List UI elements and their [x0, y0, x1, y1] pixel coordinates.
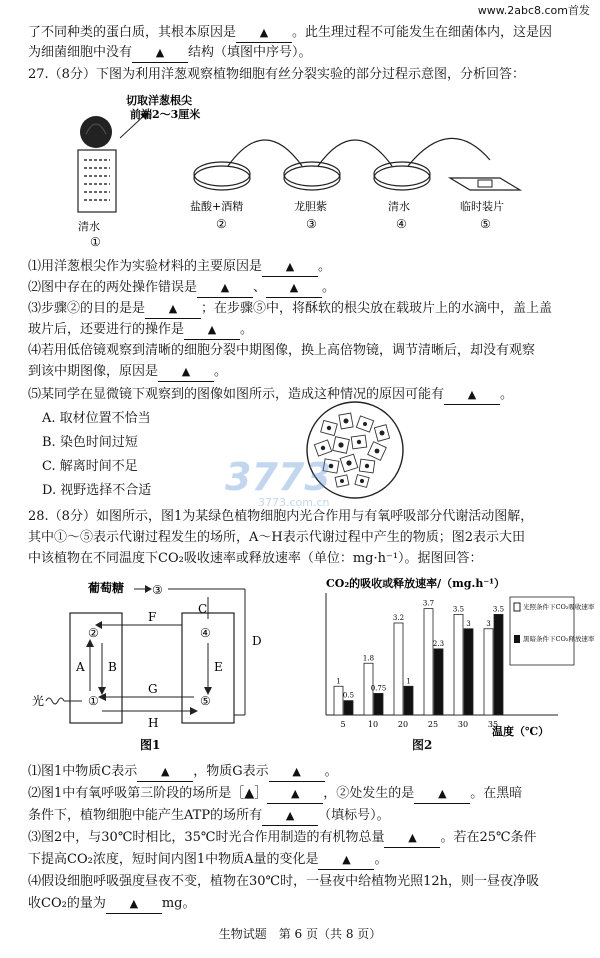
letter-a: A: [76, 660, 85, 674]
bar-light-5: [334, 686, 343, 715]
site-header: www.2abc8.com首发: [477, 4, 590, 17]
bar-dark-10: [374, 693, 383, 715]
answer-blank[interactable]: ▲: [444, 386, 500, 405]
legend: [510, 597, 595, 665]
bar-light-35: [484, 629, 493, 715]
x-tick-label: 35: [487, 720, 499, 729]
chart-title: CO₂的吸收或释放速率/（mg.h⁻¹）: [326, 577, 505, 590]
x-axis-label: 温度（℃）: [492, 725, 550, 738]
answer-blank[interactable]: ▲: [158, 363, 214, 382]
data-label: 3.2: [392, 614, 405, 622]
figure-1: [30, 575, 290, 755]
watermark-url: 3773.com.cn: [258, 496, 330, 509]
data-label: 3: [486, 619, 491, 628]
cut-note-1: 切取洋葱根尖: [126, 94, 192, 107]
label-4: 清水: [388, 200, 410, 213]
bar-dark-20: [404, 686, 413, 715]
answer-blank[interactable]: ▲: [262, 258, 318, 277]
answer-blank[interactable]: ▲: [106, 895, 162, 914]
num-2: ②: [216, 217, 227, 231]
page-footer: 生物试题 第 6 页（共 8 页）: [218, 927, 382, 941]
answer-blank[interactable]: ▲: [236, 24, 292, 43]
letter-h: H: [148, 716, 159, 730]
label-3: 龙胆紫: [294, 200, 327, 213]
site-2: ②: [88, 626, 99, 640]
q28-s2d: 条件下，植物细胞中能产生ATP的场所有 ▲ （填标号）。: [28, 807, 390, 826]
letter-d: D: [252, 634, 262, 648]
bar-dark-30: [464, 629, 473, 715]
data-label: 0.75: [370, 684, 387, 693]
glucose-label: 葡萄糖: [88, 581, 125, 595]
legend-swatch-dark: [514, 635, 520, 643]
data-label: 1: [406, 677, 411, 686]
answer-blank[interactable]: ▲: [132, 44, 188, 63]
option-a[interactable]: A. 取材位置不恰当: [42, 411, 151, 426]
num-3: ③: [306, 217, 317, 231]
answer-blank[interactable]: ▲: [267, 785, 323, 804]
answer-blank[interactable]: ▲: [269, 763, 325, 782]
bar-dark-5: [344, 701, 353, 715]
letter-g: G: [148, 682, 158, 696]
q27-s1: ⑴用洋葱根尖作为实验材料的主要原因是 ▲ 。: [28, 258, 331, 277]
bar-light-20: [394, 623, 403, 715]
fig2-caption-text: 图2: [412, 738, 433, 752]
q28-s2: ⑵图1中有氧呼吸第三阶段的场所是［▲］ ▲ ，②处发生的是 ▲ 。在黑暗: [28, 785, 522, 804]
onion-bottle: [78, 116, 116, 212]
answer-blank[interactable]: ▲: [266, 279, 322, 298]
cut-note-2: 前端2～3厘米: [130, 108, 201, 121]
data-label: 1.8: [362, 654, 375, 663]
q28-t1: 28.（8分）如图所示，图1为某绿色植物细胞内光合作用与有氧呼吸部分代谢活动图解，: [28, 509, 534, 524]
q27-s4b: 到该中期图像，原因是 ▲ 。: [28, 363, 227, 382]
answer-blank[interactable]: ▲: [197, 279, 253, 298]
answer-blank[interactable]: ▲: [137, 763, 193, 782]
bar-light-30: [454, 614, 463, 715]
option-b[interactable]: B. 染色时间过短: [42, 435, 138, 450]
x-tick-label: 25: [427, 720, 439, 729]
answer-blank[interactable]: ▲: [318, 851, 374, 870]
q27-s5: ⑸某同学在显微镜下观察到的图像如图所示，造成这种情况的原因可能有 ▲ 。: [28, 386, 513, 405]
q27-title: 27.（8分）下图为利用洋葱观察植物细胞有丝分裂实验的部分过程示意图，分析回答：: [28, 67, 525, 82]
site-4: ④: [200, 626, 211, 640]
q28-s3: ⑶图2中，与30℃时相比，35℃时光合作用制造的有机物总量 ▲ 。若在25℃条件: [28, 829, 537, 848]
answer-blank[interactable]: ▲: [384, 829, 440, 848]
q28-s1: ⑴图1中物质C表示 ▲ ，物质G表示 ▲ 。: [28, 763, 338, 782]
num-5: ⑤: [480, 217, 491, 231]
data-label: 3.5: [452, 605, 465, 614]
label-5: 临时装片: [460, 200, 504, 213]
q27-s2: ⑵图中存在的两处操作错误是 ▲ 、 ▲ 。: [28, 279, 335, 298]
q28-s3c: 下提高CO₂浓度，短时间内图1中物质A量的变化是 ▲ 。: [28, 851, 388, 870]
option-c[interactable]: C. 解离时间不足: [42, 459, 138, 474]
num-1: ①: [90, 235, 101, 249]
q26-line2: 为细菌细胞中没有 ▲ 结构（填图中序号）。: [28, 44, 312, 63]
q28-s4a: ⑷假设细胞呼吸强度昼夜不变，植物在30℃时，一昼夜中给植物光照12h，则一昼夜净吸: [28, 874, 539, 889]
q28-s4b: 收CO₂的量为 ▲ mg。: [28, 895, 195, 914]
light-label: 光: [32, 694, 45, 708]
answer-blank[interactable]: ▲: [262, 807, 318, 826]
legend-swatch-light: [514, 603, 520, 611]
data-label: 1: [336, 677, 341, 686]
x-tick-label: 10: [367, 720, 379, 729]
watermark: 3773: [225, 455, 331, 499]
data-label: 3: [466, 619, 471, 628]
q28-t3: 中该植物在不同温度下CO₂吸收速率或释放速率（单位：mg·h⁻¹）。据图回答：: [28, 551, 483, 566]
q27-s3c: 玻片后，还要进行的操作是 ▲ 。: [28, 321, 253, 340]
q27-figure: [50, 94, 580, 254]
answer-blank[interactable]: ▲: [414, 785, 470, 804]
label-1: 清水: [78, 220, 100, 233]
bar-dark-25: [434, 649, 443, 715]
q27-s4a: ⑷若用低倍镜观察到清晰的细胞分裂中期图像，换上高倍物镜，调节清晰后，却没有观察: [28, 343, 536, 358]
answer-blank[interactable]: ▲: [184, 321, 240, 340]
letter-c: C: [198, 602, 208, 616]
num-4: ④: [396, 217, 407, 231]
site-5: ⑤: [200, 694, 211, 708]
bar-dark-35: [494, 614, 503, 715]
figure-2-chart: [300, 573, 595, 748]
option-d[interactable]: D. 视野选择不合适: [42, 483, 152, 498]
letter-f: F: [148, 610, 157, 624]
legend-dark: 黑暗条件下CO₂释放速率: [523, 635, 595, 643]
x-tick-label: 5: [340, 720, 346, 729]
data-label: 3.5: [492, 605, 505, 614]
x-tick-label: 30: [457, 720, 469, 729]
bar-light-25: [424, 609, 433, 715]
letter-e: E: [214, 660, 223, 674]
data-label: 0.5: [342, 691, 355, 700]
data-label: 3.7: [422, 599, 435, 608]
site-1: ①: [88, 694, 99, 708]
legend-light: 光照条件下CO₂吸收速率: [523, 603, 595, 611]
q28-t2: 其中①～⑤表示代谢过程发生的场所，A～H表示代谢过程中产生的物质；图2表示大田: [28, 530, 525, 545]
q27-s3: ⑶步骤②的目的是是 ▲ ；在步骤⑤中，将酥软的根尖放在载玻片上的水滴中，盖上盖: [28, 300, 552, 319]
site-3: ③: [152, 583, 163, 597]
fig1-caption: 图1: [140, 738, 161, 752]
answer-blank[interactable]: ▲: [145, 300, 201, 319]
letter-b: B: [108, 660, 117, 674]
label-2: 盐酸+酒精: [190, 200, 244, 213]
x-tick-label: 20: [397, 720, 409, 729]
q26-line1: 了不同种类的蛋白质，其根本原因是 ▲ 。此生理过程不可能发生在细菌体内，这是因: [28, 24, 552, 43]
data-label: 2.3: [432, 639, 445, 648]
